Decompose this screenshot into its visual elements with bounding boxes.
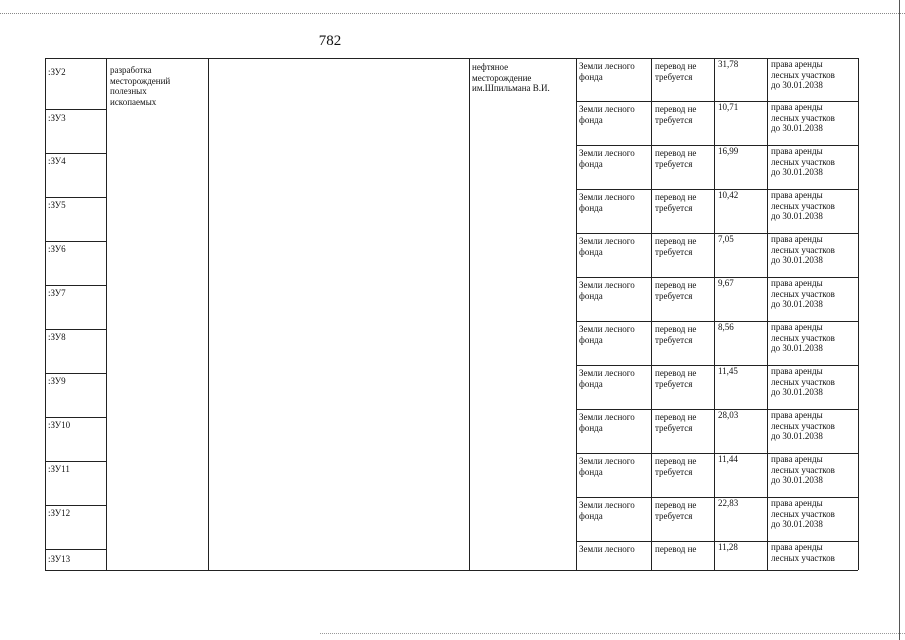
transfer-status-cell: перевод не требуется xyxy=(655,500,697,521)
plot-id-cell: :ЗУ8 xyxy=(48,332,66,342)
rights-cell: права аренды лесных участков до 30.01.2038 xyxy=(771,59,835,90)
transfer-status-cell: перевод не требуется xyxy=(655,192,697,213)
purpose-cell: разработка месторождений полезных ископаемых xyxy=(110,65,171,107)
rights-cell: права аренды лесных участков до 30.01.2038 xyxy=(771,146,835,177)
transfer-status-cell: перевод не требуется xyxy=(655,61,697,82)
transfer-status-cell: перевод не требуется xyxy=(655,456,697,477)
area-cell: 9,67 xyxy=(718,278,734,288)
area-cell: 8,56 xyxy=(718,322,734,332)
land-category-cell: Земли лесного фонда xyxy=(579,192,635,213)
plot-id-cell: :ЗУ3 xyxy=(48,113,66,123)
row-separator-line xyxy=(45,461,106,462)
table-border-line xyxy=(45,570,858,571)
land-category-cell: Земли лесного фонда xyxy=(579,236,635,257)
plot-id-cell: :ЗУ6 xyxy=(48,244,66,254)
rights-cell: права аренды лесных участков до 30.01.2038 xyxy=(771,190,835,221)
table-column-line xyxy=(714,58,715,570)
plot-id-cell: :ЗУ12 xyxy=(48,508,71,518)
land-category-cell: Земли лесного фонда xyxy=(579,456,635,477)
rights-cell: права аренды лесных участков до 30.01.2038 xyxy=(771,498,835,529)
area-cell: 11,44 xyxy=(718,454,738,464)
table-column-line xyxy=(45,58,46,570)
plot-id-cell: :ЗУ5 xyxy=(48,200,66,210)
plot-id-cell: :ЗУ4 xyxy=(48,156,66,166)
page-number: 782 xyxy=(318,33,342,49)
row-separator-line xyxy=(45,417,106,418)
transfer-status-cell: перевод не требуется xyxy=(655,368,697,389)
table-column-line xyxy=(208,58,209,570)
row-separator-line xyxy=(45,549,106,550)
row-separator-line xyxy=(45,285,106,286)
plot-id-cell: :ЗУ10 xyxy=(48,420,71,430)
transfer-status-cell: перевод не требуется xyxy=(655,412,697,433)
row-separator-line xyxy=(45,197,106,198)
row-separator-line xyxy=(45,505,106,506)
table-column-line xyxy=(767,58,768,570)
land-category-cell: Земли лесного фонда xyxy=(579,280,635,301)
scan-top-edge-line xyxy=(0,13,905,14)
land-category-cell: Земли лесного фонда xyxy=(579,61,635,82)
row-separator-line xyxy=(45,241,106,242)
land-category-cell: Земли лесного фонда xyxy=(579,412,635,433)
table-column-line xyxy=(576,58,577,570)
transfer-status-cell: перевод не требуется xyxy=(655,236,697,257)
land-category-cell: Земли лесного фонда xyxy=(579,148,635,169)
rights-cell: права аренды лесных участков до 30.01.2038 xyxy=(771,278,835,309)
land-category-cell: Земли лесного фонда xyxy=(579,500,635,521)
rights-cell: права аренды лесных участков до 30.01.2038 xyxy=(771,454,835,485)
plot-id-cell: :ЗУ7 xyxy=(48,288,66,298)
rights-cell: права аренды лесных участков до 30.01.2038 xyxy=(771,366,835,397)
area-cell: 11,45 xyxy=(718,366,738,376)
transfer-status-cell: перевод не требуется xyxy=(655,104,697,125)
transfer-status-cell: перевод не xyxy=(655,544,697,554)
rights-cell: права аренды лесных участков xyxy=(771,542,835,563)
row-separator-line xyxy=(45,329,106,330)
table-column-line xyxy=(106,58,107,570)
rights-cell: права аренды лесных участков до 30.01.2038 xyxy=(771,410,835,441)
table-column-line xyxy=(858,58,859,570)
location-cell: нефтяное месторождение им.Шпильмана В.И. xyxy=(472,62,550,93)
area-cell: 11,28 xyxy=(718,542,738,552)
plot-id-cell: :ЗУ11 xyxy=(48,464,70,474)
plot-id-cell: :ЗУ13 xyxy=(48,554,71,564)
area-cell: 31,78 xyxy=(718,59,739,69)
table-column-line xyxy=(651,58,652,570)
land-category-cell: Земли лесного xyxy=(579,544,635,554)
rights-cell: права аренды лесных участков до 30.01.2038 xyxy=(771,234,835,265)
area-cell: 28,03 xyxy=(718,410,739,420)
plot-id-cell: :ЗУ2 xyxy=(48,67,66,77)
area-cell: 7,05 xyxy=(718,234,734,244)
transfer-status-cell: перевод не требуется xyxy=(655,280,697,301)
row-separator-line xyxy=(45,153,106,154)
land-category-cell: Земли лесного фонда xyxy=(579,324,635,345)
table-column-line xyxy=(469,58,470,570)
area-cell: 10,42 xyxy=(718,190,739,200)
row-separator-line xyxy=(45,373,106,374)
area-cell: 22,83 xyxy=(718,498,739,508)
transfer-status-cell: перевод не требуется xyxy=(655,324,697,345)
land-category-cell: Земли лесного фонда xyxy=(579,104,635,125)
rights-cell: права аренды лесных участков до 30.01.2038 xyxy=(771,102,835,133)
transfer-status-cell: перевод не требуется xyxy=(655,148,697,169)
plot-id-cell: :ЗУ9 xyxy=(48,376,66,386)
scan-bottom-edge-line xyxy=(320,633,905,634)
area-cell: 10,71 xyxy=(718,102,739,112)
row-separator-line xyxy=(45,109,106,110)
rights-cell: права аренды лесных участков до 30.01.2038 xyxy=(771,322,835,353)
land-category-cell: Земли лесного фонда xyxy=(579,368,635,389)
area-cell: 16,99 xyxy=(718,146,739,156)
scan-right-edge-line xyxy=(899,0,900,640)
